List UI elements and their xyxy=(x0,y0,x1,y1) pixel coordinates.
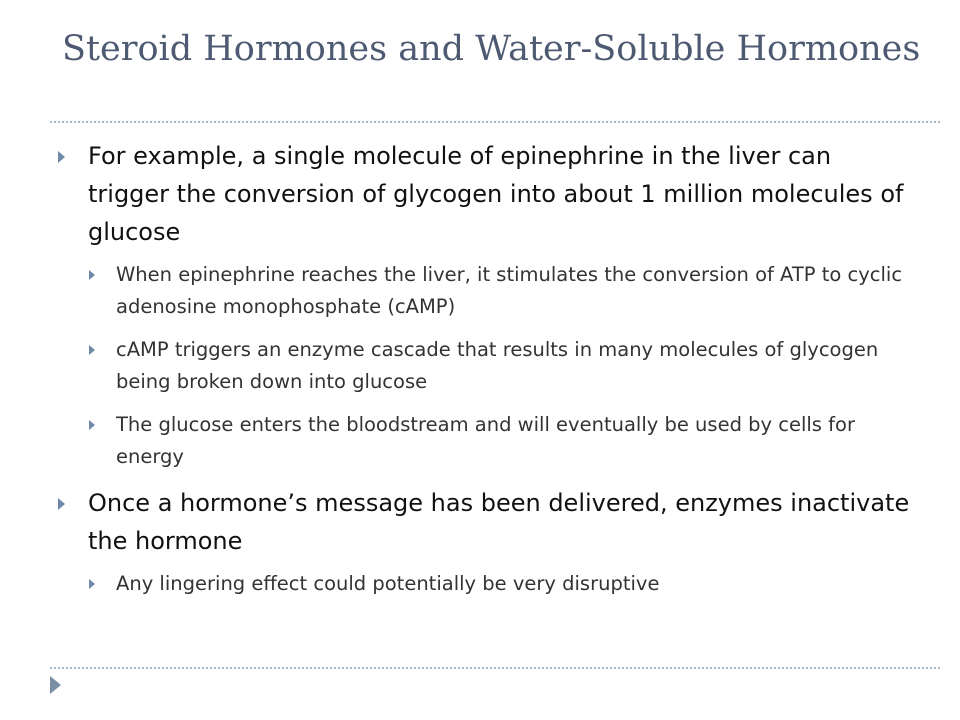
triangle-right-icon xyxy=(89,579,95,589)
bullet-text: For example, a single molecule of epinephrine in the liver can trigger the conversion of glycogen into about 1 million molecules of glucose xyxy=(88,142,904,246)
sub-bullet-item xyxy=(88,409,914,473)
sub-bullet-list xyxy=(88,259,914,473)
bullet-text: Once a hormone’s message has been delivered, enzymes inactivate the hormone xyxy=(88,489,910,555)
footer-divider xyxy=(50,667,940,669)
triangle-right-icon xyxy=(89,420,95,430)
sub-bullet-text: cAMP triggers an enzyme cascade that results in many molecules of glycogen being broken down into glucose xyxy=(116,338,879,393)
slide-title: Steroid Hormones and Water-Soluble Hormones xyxy=(62,29,921,69)
bullet-item xyxy=(54,137,914,473)
sub-bullet-item xyxy=(88,568,914,600)
sub-bullet-text: Any lingering effect could potentially be very disruptive xyxy=(116,572,660,595)
triangle-right-icon xyxy=(58,151,65,163)
sub-bullet-list xyxy=(88,568,914,600)
triangle-right-icon xyxy=(50,676,61,694)
triangle-right-icon xyxy=(58,498,65,510)
triangle-right-icon xyxy=(89,345,95,355)
triangle-right-icon xyxy=(89,270,95,280)
sub-bullet-item xyxy=(88,259,914,323)
title-divider xyxy=(50,121,940,123)
sub-bullet-text: When epinephrine reaches the liver, it stimulates the conversion of ATP to cyclic adenosine monophosphate (cAMP) xyxy=(116,263,903,318)
sub-bullet-item xyxy=(88,334,914,398)
sub-bullet-text: The glucose enters the bloodstream and will eventually be used by cells for energy xyxy=(116,413,855,468)
bullet-list xyxy=(54,137,914,611)
bullet-item xyxy=(54,484,914,600)
